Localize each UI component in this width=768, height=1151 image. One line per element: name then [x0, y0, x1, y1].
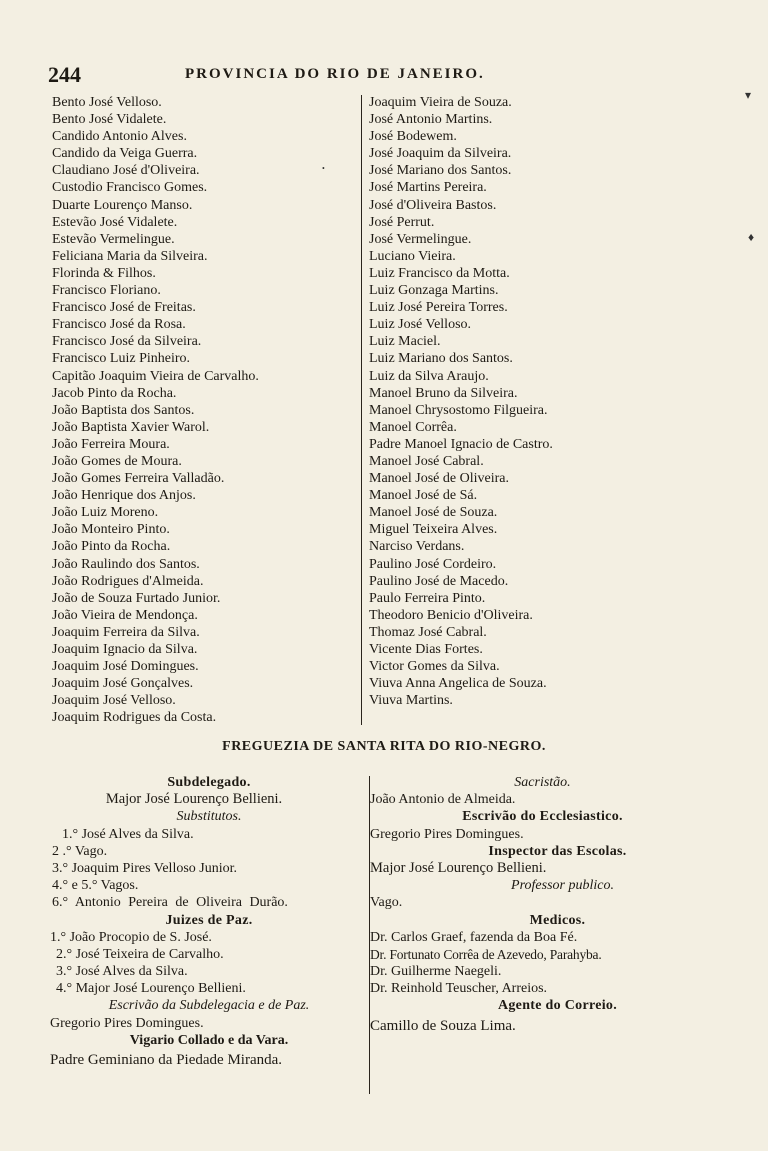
juiz-item: 2.° José Teixeira de Carvalho. [56, 946, 224, 962]
juizes-heading: Juizes de Paz. [165, 912, 253, 928]
name-entry: Luiz Francisco da Motta. [369, 265, 510, 281]
name-entry: João Gomes Ferreira Valladão. [52, 471, 225, 487]
name-entry: Joaquim José Domingues. [52, 659, 199, 675]
name-entry: Luiz Maciel. [369, 334, 441, 350]
officials-right-column [370, 774, 715, 1035]
name-entry: Joaquim José Velloso. [52, 693, 176, 709]
name-entry: Joaquim Rodrigues da Costa. [52, 710, 217, 726]
name-entry: Francisco Luiz Pinheiro. [52, 351, 191, 367]
substituto-item: 6.° Antonio Pereira de Oliveira Durão. [52, 895, 288, 911]
professor-heading: Professor publico. [511, 878, 614, 894]
substituto-item: 4.° e 5.° Vagos. [52, 878, 139, 894]
name-entry: Miguel Teixeira Alves. [369, 522, 498, 538]
name-entry: João Henrique dos Anjos. [52, 488, 196, 504]
name-entry: Joaquim Vieira de Souza. [369, 95, 512, 110]
name-entry: Theodoro Benicio d'Oliveira. [369, 607, 533, 623]
name-entry: João Raulindo dos Santos. [52, 556, 200, 572]
name-entry: João Gomes de Moura. [52, 453, 182, 469]
left-name-column [52, 94, 357, 726]
name-entry: Luiz José Pereira Torres. [369, 300, 508, 316]
name-entry: João Monteiro Pinto. [52, 522, 170, 538]
name-entry: João Rodrigues d'Almeida. [52, 573, 204, 589]
name-entry: José Bodewem. [369, 129, 457, 145]
name-entry: João Ferreira Moura. [52, 436, 170, 452]
juiz-item: 4.° Major José Lourenço Bellieni. [56, 981, 246, 997]
name-entry: Candido da Veiga Guerra. [52, 146, 198, 162]
name-entry: José Antonio Martins. [369, 112, 493, 128]
medico-item: Dr. Guilherme Naegeli. [370, 964, 502, 980]
name-entry: Francisco José da Rosa. [52, 317, 186, 333]
name-entry: Custodio Francisco Gomes. [52, 180, 208, 196]
print-speck-icon: • [322, 164, 325, 173]
name-entry: Feliciana Maria da Silveira. [52, 248, 208, 264]
medicos-heading: Medicos. [529, 912, 586, 928]
medico-item: Dr. Reinhold Teuscher, Arreios. [370, 981, 548, 997]
substitutos-heading: Substitutos. [176, 809, 242, 825]
inspector-heading: Inspector das Escolas. [488, 843, 627, 859]
name-entry: José Mariano dos Santos. [369, 163, 512, 179]
name-entry: Manoel Bruno da Silveira. [369, 385, 518, 401]
name-entry: José Perrut. [369, 214, 435, 230]
name-entry: Claudiano José d'Oliveira. [52, 163, 200, 179]
vigario-heading: Vigario Collado e da Vara. [129, 1032, 289, 1048]
name-entry: Duarte Lourenço Manso. [52, 197, 193, 213]
subdelegado-name: Major José Lourenço Bellieni. [105, 791, 283, 808]
name-entry: Candido Antonio Alves. [52, 129, 187, 145]
professor-name: Vago. [370, 895, 403, 911]
name-entry: Luciano Vieira. [369, 248, 456, 264]
name-entry: Francisco José da Silveira. [52, 334, 202, 350]
name-entry: Luiz José Velloso. [369, 317, 472, 333]
name-entry: Bento José Vidalete. [52, 112, 167, 128]
name-entry: João Vieira de Mendonça. [52, 607, 198, 623]
substituto-item: 1.° José Alves da Silva. [62, 826, 194, 842]
name-entry: Paulo Ferreira Pinto. [369, 590, 486, 606]
name-entry: Manoel José de Souza. [369, 505, 498, 521]
juiz-item: 3.° José Alves da Silva. [56, 964, 188, 980]
medico-item: Dr. Fortunato Corrêa de Azevedo, Parahyba. [370, 946, 602, 962]
name-entry: José Vermelingue. [369, 231, 472, 247]
name-entry: Joaquim José Gonçalves. [52, 676, 194, 692]
running-title: PROVINCIA DO RIO DE JANEIRO. [185, 66, 485, 82]
name-entry: João Pinto da Rocha. [52, 539, 171, 555]
name-entry: Francisco Floriano. [52, 283, 161, 299]
name-entry: Padre Manoel Ignacio de Castro. [369, 436, 553, 452]
name-entry: Viuva Anna Angelica de Souza. [369, 676, 547, 692]
name-entry: Manoel José Cabral. [369, 453, 484, 469]
sacristao-name: João Antonio de Almeida. [370, 792, 516, 808]
name-entry: João Baptista dos Santos. [52, 402, 195, 418]
column-divider [361, 95, 362, 725]
name-entry: José d'Oliveira Bastos. [369, 197, 497, 213]
name-entry: Manoel José de Oliveira. [369, 471, 509, 487]
name-entry: Capitão Joaquim Vieira de Carvalho. [52, 368, 259, 384]
name-entry: Vicente Dias Fortes. [369, 642, 483, 657]
name-entry: Paulino José de Macedo. [369, 573, 509, 589]
escrivao-subdelegacia-name: Gregorio Pires Domingues. [50, 1015, 204, 1031]
name-entry: Paulino José Cordeiro. [369, 556, 497, 572]
name-entry: Jacob Pinto da Rocha. [52, 385, 177, 401]
name-entry: Manoel Corrêa. [369, 419, 457, 435]
name-entry: Florinda & Filhos. [52, 265, 156, 281]
name-entry: Narciso Verdans. [369, 539, 465, 555]
correio-name: Camillo de Souza Lima. [370, 1017, 516, 1034]
name-entry: João Baptista Xavier Warol. [52, 419, 210, 435]
name-entry: Thomaz José Cabral. [369, 624, 487, 640]
name-entry: Manoel José de Sá. [369, 488, 478, 504]
escrivao-subdelegacia-heading: Escrivão da Subdelegacia e de Paz. [108, 998, 310, 1014]
escrivao-heading: Escrivão do Ecclesiastico. [462, 809, 623, 825]
medico-item: Dr. Carlos Graef, fazenda da Boa Fé. [370, 929, 578, 945]
name-entry: João Luiz Moreno. [52, 505, 159, 521]
name-entry: Francisco José de Freitas. [52, 300, 196, 316]
name-entry: Luiz da Silva Araujo. [369, 368, 489, 384]
vigario-name: Padre Geminiano da Piedade Miranda. [50, 1052, 283, 1068]
name-entry: Estevão José Vidalete. [52, 214, 178, 230]
name-entry: José Joaquim da Silveira. [369, 146, 512, 162]
print-speck-icon: ♦ [748, 230, 755, 244]
juiz-item: 1.° João Procopio de S. José. [50, 929, 212, 945]
substituto-item: 3.° Joaquim Pires Velloso Junior. [52, 860, 238, 876]
name-entry: Estevão Vermelingue. [52, 231, 175, 247]
correio-heading: Agente do Correio. [497, 998, 618, 1014]
name-entry: Bento José Velloso. [52, 95, 162, 110]
print-speck-icon: ▾ [745, 88, 752, 102]
name-entry: Joaquim Ferreira da Silva. [52, 624, 200, 640]
name-entry: Victor Gomes da Silva. [369, 659, 500, 675]
right-name-column [369, 94, 714, 709]
name-entry: José Martins Pereira. [369, 180, 487, 196]
sacristao-heading: Sacristão. [514, 775, 571, 790]
name-entry: Joaquim Ignacio da Silva. [52, 642, 198, 657]
name-entry: Manoel Chrysostomo Filgueira. [369, 402, 548, 418]
escrivao-name: Gregorio Pires Domingues. [370, 826, 524, 842]
substituto-item: 2 .° Vago. [52, 843, 108, 859]
inspector-name: Major José Lourenço Bellieni. [370, 859, 547, 876]
subdelegado-heading: Subdelegado. [167, 775, 251, 790]
name-entry: Viuva Martins. [369, 693, 453, 709]
name-entry: Luiz Mariano dos Santos. [369, 351, 513, 367]
section-title: FREGUEZIA DE SANTA RITA DO RIO-NEGRO. [222, 739, 546, 754]
officials-left-column [50, 774, 368, 1069]
page-number: 244 [48, 62, 81, 87]
name-entry: João de Souza Furtado Junior. [52, 590, 221, 606]
name-entry: Luiz Gonzaga Martins. [369, 283, 499, 299]
